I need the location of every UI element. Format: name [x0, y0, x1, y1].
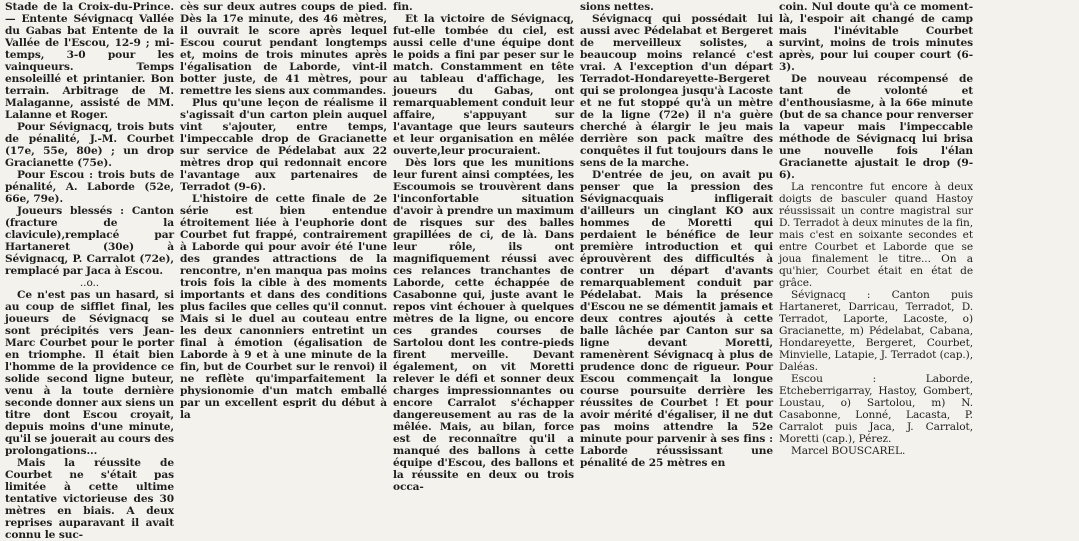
article-column-3 — [390, 1, 577, 493]
article-paragraph: Ce n'est pas un hasard, si au coup de sifflet final, les joueurs de Sévignacq se sont précipités vers Jean-Marc Courbet pour le porter en triomphe. Il était bien l'homme de la providence ce solide second ligne buteur, venu à la toute dernière seconde donner aux siens un titre dont Escou croyait, depuis moins d'une minute, qu'il se jouerait au cours des prolongations... — [5, 289, 175, 457]
article-paragraph: cès sur deux autres coups de pied. Dès la 17e minute, des 46 mètres, il ouvrait le score après lequel Escou courut pendant longtemps et, moins de trois minutes après l'égalisation de Laborde, vint-il botter juste, de 41 mètres, pour remettre les siens aux commandes. — [180, 1, 387, 97]
article-paragraph: Sévignacq : Canton puis Hartaneret, Darricau, Terradot, D. Terradot, Laporte, Lacoste, o) Gracianette, m) Pédelabat, Cabana, Hondareyette, Bergeret, Courbet, Minvielle, Latapie, J. Terradot (cap.), Daléas. — [779, 289, 973, 373]
article-paragraph: sions nettes. — [580, 1, 654, 13]
article-paragraph: Joueurs blessés : Canton (fracture de la clavicule),remplacé par Hartaneret (30e) à Sévignacq, P. Carralot (72e), remplacé par Jaca à Escou. — [5, 205, 174, 277]
article-paragraph: Stade de la Croix-du-Prince. — Entente Sévignacq Vallée du Gabas bat Entente de la Vallée de l'Escou, 12-9 ; mi-temps, 3-0 pour les vainqueurs. Temps ensoleillé et printanier. Bon terrain. Arbitrage de M. Malaganne, assisté de MM. Lalanne et Roger. — [5, 1, 174, 121]
article-paragraph: D'entrée de jeu, on avait pu penser que la pression des Sévignacquais infligerait d'ailleurs un cinglant KO aux hommes de Moretti qui perdaient le bénéfice de leur première introduction et qui éprouvèrent des difficultés à contrer un départ d'avants remarquablement conduit par Pédelabat. Mais la présence d'Escou ne se démentit jamais et deux contres ajoutés à cette balle lâchée par Canton sur sa ligne devant Moretti, ramenèrent Sévignacq à plus de prudence donc de rigueur. Pour Escou commençait la longue course poursuite derrière les réussites de Courbet ! Et pour avoir mérité d'égaliser, il ne dut pas moins attendre la 52e minute pour parvenir à ses fins : Laborde réussissant une pénalité de 25 mètres en — [580, 169, 773, 469]
article-column-1 — [2, 1, 177, 541]
article-paragraph: ..o.. — [79, 277, 100, 289]
article-paragraph: Pour Sévignacq, trois buts de pénalité, J.-M. Courbet (17e, 55e, 80e) ; un drop Gracianette (75e). — [5, 121, 174, 169]
article-paragraph: Dès lors que les munitions leur furent ainsi comptées, les Escoumois se trouvèrent dans l'inconfortable situation d'avoir à prendre un maximum de risques sur des balles grapillées de ci, de là. Dans leur rôle, ils ont magnifiquement réussi avec ces relances tranchantes de Laborde, cette échappée de Casabonne qui, juste avant le repos vint échouer à quelques mètres de la ligne, ou encore ces grandes courses de Sartolou dont les contre-pieds firent merveille. Devant également, on vit Moretti relever le défi et sonner deux charges impressionnantes ou encore Carralot s'échapper dangereusement au ras de la mêlée. Mais, au bilan, force est de reconnaître qu'il a manqué des ballons à cette équipe d'Escou, des ballons et la réussite en deux ou trois occa- — [393, 157, 574, 493]
article-paragraph: Et la victoire de Sévignacq, fut-elle tombée du ciel, est aussi celle d'une équipe dont le poids a fini par peser sur le match. Constamment en tête au tableau d'affichage, les joueurs du Gabas, ont remarquablement conduit leur affaire, s'appuyant sur l'avantage que leurs sauteurs et leur organisation en mêlée ouverte,leur procuraient. — [393, 13, 574, 157]
article-paragraph: Plus qu'une leçon de réalisme il s'agissait d'un carton plein auquel vint s'ajouter, entre temps, l'impeccable drop de Gracianette sur service de Pédelabat aux 22 mètres drop qui redonnait encore l'avantage aux partenaires de Terradot (9-6). — [180, 97, 387, 193]
article-column-4 — [577, 1, 776, 469]
article-paragraph: Sévignacq qui possédait lui aussi avec Pédelabat et Bergeret de merveilleux solistes, a beaucoup moins relancé c'est vrai. A l'exception d'un départ Terradot-Hondareyette-Bergeret qui se prolongea jusqu'à Lacoste et ne fut stoppé qu'à un mètre de la ligne (72e) il n'a guère cherché à élargir le jeu mais derrière son pack maître des conquêtes il fut toujours dans le sens de la marche. — [580, 13, 773, 169]
article-paragraph: De nouveau récompensé de tant de volonté et d'enthousiasme, à la 66e minute (but de sa chance pour renverser la vapeur mais l'impeccable méthode de Sévignacq lui brisa une nouvelle fois l'élan Gracianette ajustait le drop (9-6). — [779, 73, 973, 181]
article-column-2 — [177, 1, 390, 438]
article-column-5 — [776, 1, 976, 457]
article-paragraph: coin. Nul doute qu'à ce moment-là, l'espoir ait changé de camp mais l'inévitable Courbet survint, moins de trois minutes après, pour lui couper court (6-3). — [779, 1, 973, 73]
article-paragraph: Pour Escou : trois buts de pénalité, A. Laborde (52e, 66e, 79e). — [5, 169, 174, 205]
article-paragraph: Escou : Laborde, Etcheberrigarray, Hastoy, Gombert, Loustau, o) Sartolou, m) N. Casabonne, Lonné, Lacasta, P. Carralot puis Jaca, J. Carralot, Moretti (cap.), Pérez. — [779, 373, 973, 445]
article-paragraph: L'histoire de cette finale de 2e série est bien entendue étroitement liée à l'euphorie dont Courbet fut frappé, contrairement à Laborde qui pour avoir été l'une des grandes attractions de la rencontre, n'en manqua pas moins trois fois la cible à des moments importants et dans des conditions plus faciles que celles qu'il connut. Mais si le duel au couteau entre les deux canonniers entretint un final à émotion (égalisation de Laborde à 9 et à une minute de la fin, but de Courbet sur le renvoi) il ne reflète qu'imparfaitement la physionomie d'un match emballé par un excellent esprit du début à la — [180, 193, 387, 421]
article-paragraph: Mais la réussite de Courbet ne s'était pas limitée à cette ultime tentative victorieuse des 30 mètres en biais. A deux reprises auparavant il avait connu le suc- — [5, 457, 174, 541]
article-paragraph: fin. — [393, 1, 413, 13]
article-paragraph: La rencontre fut encore à deux doigts de basculer quand Hastoy réussissait un contre magistral sur D. Terradot à deux minutes de la fin, mais c'est en soixante secondes et entre Courbet et Laborde que se joua finalement le titre... On a qu'hier, Courbet était en état de grâce. — [779, 181, 973, 289]
article-paragraph: Marcel BOUSCAREL. — [791, 445, 906, 457]
